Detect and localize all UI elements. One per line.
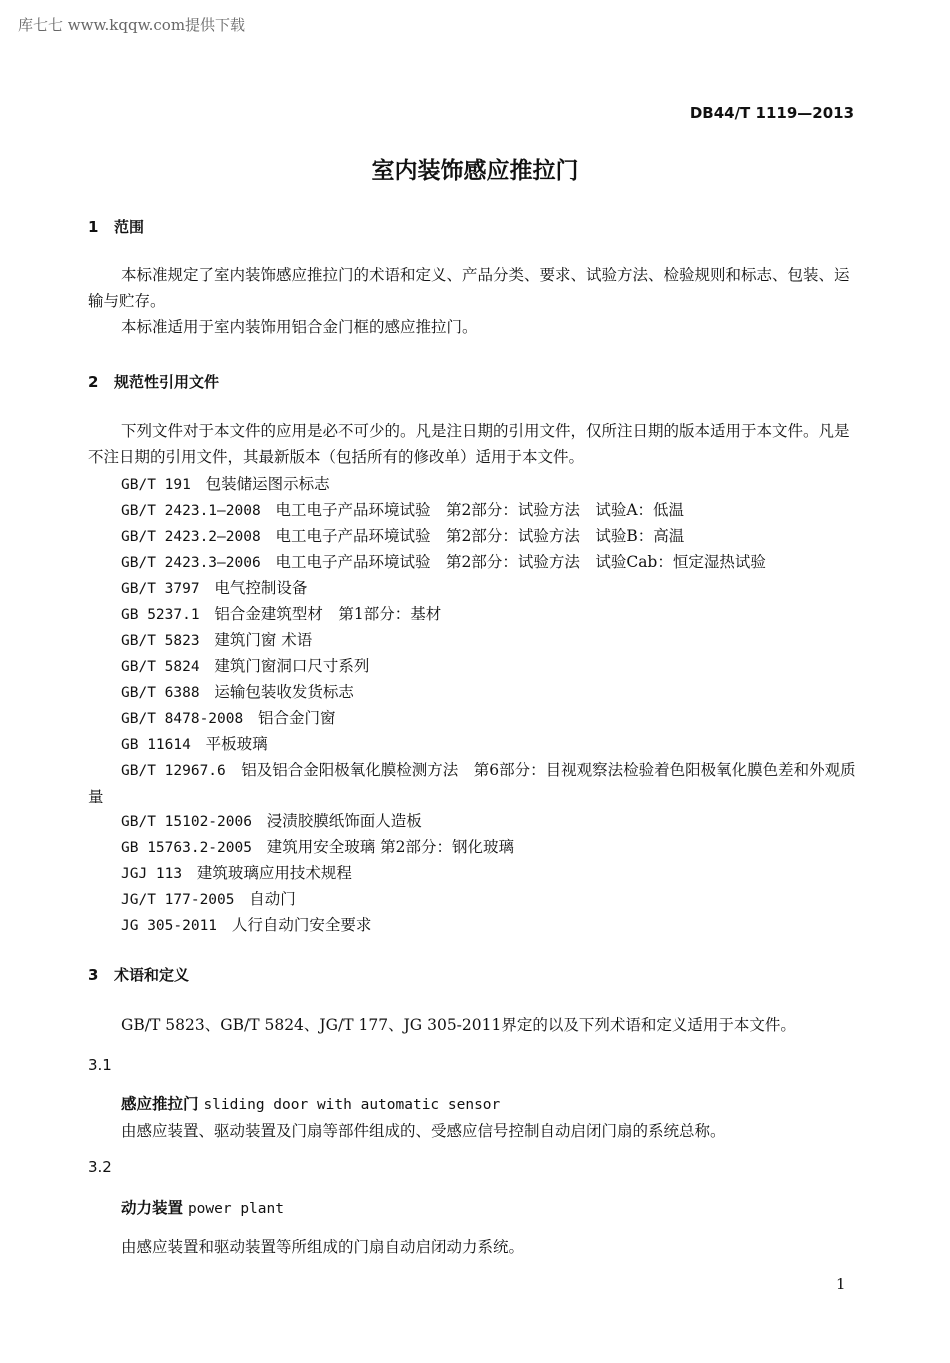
reference-code: GB/T 12967.6 (121, 763, 226, 779)
reference-code: GB/T 2423.1—2008 (121, 503, 261, 519)
reference-title: 铝合金建筑型材 第1部分：基材 (214, 605, 442, 623)
watermark-text: 库七七 www.kqqw.com提供下载 (18, 16, 246, 34)
section-1-heading (88, 216, 144, 237)
reference-item (121, 602, 441, 624)
reference-item (121, 861, 352, 883)
reference-title: 电气控制设备 (214, 579, 308, 597)
reference-item (121, 809, 422, 831)
reference-title: 电工电子产品环境试验 第2部分：试验方法 试验A：低温 (275, 501, 685, 519)
term-entry (121, 1196, 284, 1218)
reference-item (121, 628, 312, 650)
reference-item (121, 732, 268, 754)
reference-title: 建筑门窗洞口尺寸系列 (214, 657, 370, 675)
scope-paragraph-1: 本标准规定了室内装饰感应推拉门的术语和定义、产品分类、要求、试验方法、检验规则和标志、包装、运输与贮存。 (88, 266, 850, 310)
reference-code: GB/T 5824 (121, 659, 200, 675)
reference-item (121, 498, 684, 520)
reference-item (121, 524, 684, 546)
reference-title: 建筑玻璃应用技术规程 (196, 864, 352, 882)
reference-title: 自动门 (249, 890, 296, 908)
scope-paragraph-2: 本标准适用于室内装饰用铝合金门框的感应推拉门。 (121, 318, 478, 336)
section-title: 范围 (114, 218, 145, 236)
reference-item (121, 472, 330, 494)
reference-item (121, 706, 336, 728)
page-number: 1 (836, 1275, 846, 1293)
reference-item (121, 913, 371, 935)
reference-title: 包装储运图示标志 (205, 475, 330, 493)
section-title: 术语和定义 (114, 966, 190, 984)
term-definition: 由感应装置、驱动装置及门扇等部件组成的、受感应信号控制自动启闭门扇的系统总称。 (121, 1122, 726, 1140)
section-number: 1 (88, 218, 99, 236)
reference-code: JG 305-2011 (121, 918, 218, 934)
reference-title: 建筑门窗 术语 (214, 631, 313, 649)
reference-code: GB/T 3797 (121, 581, 200, 597)
reference-title: 平板玻璃 (205, 735, 268, 753)
reference-item (121, 550, 766, 572)
reference-item (121, 576, 307, 598)
reference-code: GB/T 2423.3—2006 (121, 555, 261, 571)
section-3-heading (88, 964, 189, 985)
reference-item (121, 887, 296, 909)
term-name-cn: 动力装置 (121, 1199, 184, 1217)
term-number: 3.1 (88, 1056, 112, 1074)
reference-title: 电工电子产品环境试验 第2部分：试验方法 试验Cab：恒定湿热试验 (275, 553, 766, 571)
reference-code: GB 5237.1 (121, 607, 200, 623)
term-name-en: power plant (187, 1201, 284, 1217)
reference-code: GB/T 15102-2006 (121, 814, 252, 830)
reference-title: 铝合金门窗 (258, 709, 336, 727)
term-definition: 由感应装置和驱动装置等所组成的门扇自动启闭动力系统。 (121, 1238, 525, 1256)
reference-item (121, 654, 369, 676)
reference-code: GB/T 191 (121, 477, 191, 493)
term-name-cn: 感应推拉门 (121, 1095, 199, 1113)
term-number: 3.2 (88, 1158, 112, 1176)
standard-code: DB44/T 1119—2013 (689, 104, 854, 122)
reference-code: GB 15763.2-2005 (121, 840, 252, 856)
page-title: 室内装饰感应推拉门 (371, 158, 579, 184)
reference-title: 建筑用安全玻璃 第2部分：钢化玻璃 (266, 838, 515, 856)
terms-intro: GB/T 5823、GB/T 5824、JG/T 177、JG 305-2011界定的以及下列术语和定义适用于本文件。 (121, 1016, 796, 1034)
reference-code: JG/T 177-2005 (121, 892, 235, 908)
section-number: 3 (88, 966, 99, 984)
term-name-en: sliding door with automatic sensor (203, 1097, 501, 1113)
reference-title: 铝及铝合金阳极氧化膜检测方法 第6部分：目视观察法检验着色阳极氧化膜色差和外观质量 (88, 761, 856, 806)
references-intro: 下列文件对于本文件的应用是必不可少的。凡是注日期的引用文件，仅所注日期的版本适用于本文件。凡是不注日期的引用文件，其最新版本（包括所有的修改单）适用于本文件。 (88, 422, 850, 466)
reference-code: GB/T 5823 (121, 633, 200, 649)
reference-item (121, 835, 514, 857)
reference-title: 人行自动门安全要求 (231, 916, 372, 934)
term-entry (121, 1092, 500, 1114)
section-title: 规范性引用文件 (114, 373, 220, 391)
reference-title: 运输包装收发货标志 (214, 683, 354, 701)
reference-code: GB/T 2423.2—2008 (121, 529, 261, 545)
reference-title: 浸渍胶膜纸饰面人造板 (266, 812, 422, 830)
reference-title: 电工电子产品环境试验 第2部分：试验方法 试验B：高温 (275, 527, 685, 545)
section-number: 2 (88, 373, 99, 391)
reference-item (88, 757, 863, 810)
reference-code: GB 11614 (121, 737, 191, 753)
reference-code: GB/T 6388 (121, 685, 200, 701)
section-2-heading (88, 371, 219, 392)
reference-code: GB/T 8478-2008 (121, 711, 244, 727)
reference-code: JGJ 113 (121, 866, 183, 882)
reference-item (121, 680, 354, 702)
